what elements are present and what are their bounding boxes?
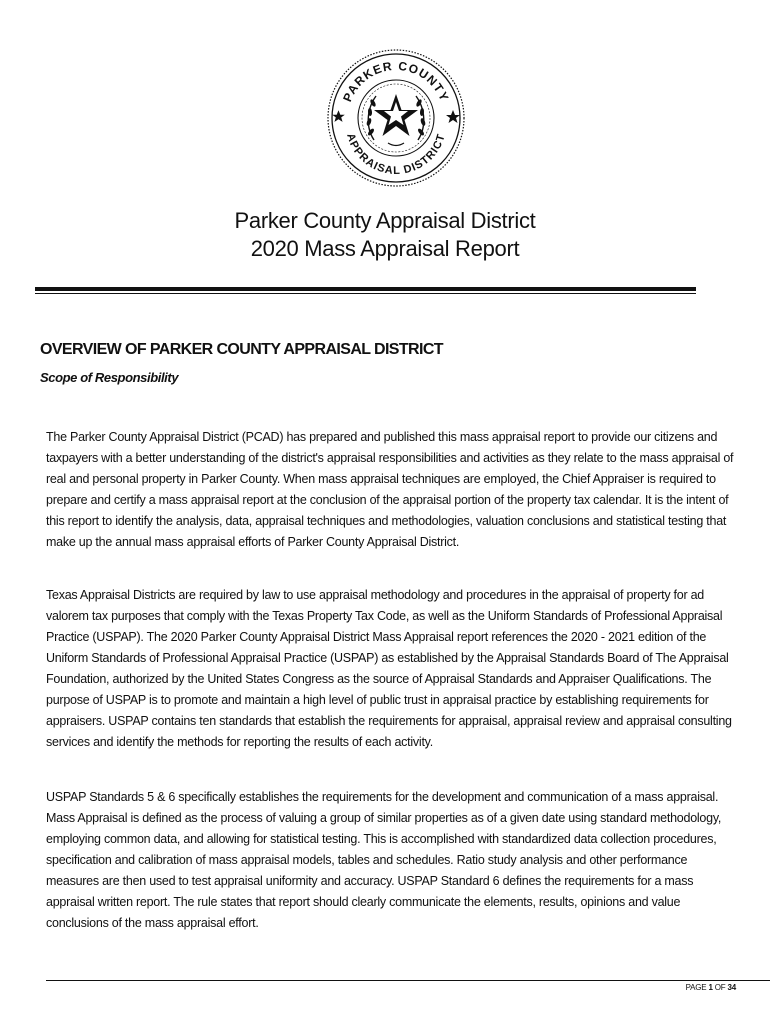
report-title-line1: Parker County Appraisal District xyxy=(234,208,536,233)
svg-text:APPRAISAL DISTRICT: APPRAISAL DISTRICT xyxy=(344,131,448,178)
page-footer xyxy=(686,983,736,992)
svg-text:PARKER COUNTY: PARKER COUNTY xyxy=(340,58,452,104)
footer-divider xyxy=(46,980,770,981)
page-label: PAGE xyxy=(685,983,707,992)
section-heading: OVERVIEW OF PARKER COUNTY APPRAISAL DISTRICT xyxy=(40,341,443,358)
county-seal-logo xyxy=(326,48,466,188)
page-number: 1 xyxy=(708,983,713,992)
title-divider-thick xyxy=(35,287,696,291)
title-divider-thin xyxy=(35,293,696,294)
paragraph-1: The Parker County Appraisal District (PCAD) has prepared and published this mass appraisal report to provide our citizens and taxpayers with a better understanding of the district's appraisal responsibilities and activities as they relate to the mass appraisal of real and personal property in Parker County. When mass appraisal techniques are employed, the Chief Appraiser is required to prepare and certify a mass appraisal report at the conclusion of the appraisal portion of the property tax calendar. It is the intent of this report to identify the analysis, data, appraisal techniques and methodologies, valuation conclusions and statistical testing that make up the annual mass appraisal efforts of Parker County Appraisal District. xyxy=(46,430,734,549)
paragraph-3: USPAP Standards 5 & 6 specifically establishes the requirements for the development and communication of a mass appraisal. Mass Appraisal is defined as the process of valuing a group of similar properties as of a given date using standard methodology, employing common data, and allowing for statistical testing. This is accomplished with standardized data collection procedures, specification and calibration of mass appraisal models, tables and schedules. Ratio study analysis and other performance measures are then used to test appraisal uniformity and accuracy. USPAP Standard 6 defines the requirements for a mass appraisal written report. The rule states that report should clearly communicate the elements, results, opinions and value conclusions of the mass appraisal effort. xyxy=(46,790,722,930)
section-subheading: Scope of Responsibility xyxy=(40,370,179,385)
paragraph-2: Texas Appraisal Districts are required by law to use appraisal methodology and procedures in the appraisal of property for ad valorem tax purposes that comply with the Texas Property Tax Code, as well as the Uniform Standards of Professional Appraisal Practice (USPAP). The 2020 Parker County Appraisal District Mass Appraisal report references the 2020 - 2021 edition of the Uniform Standards of Professional Appraisal Practice (USPAP) as established by the Appraisal Standards Board of The Appraisal Foundation, authorized by the United States Congress as the source of Appraisal Standards and Appraiser Qualifications. The purpose of USPAP is to promote and maintain a high level of public trust in appraisal practice by establishing requirements for appraisers. USPAP contains ten standards that establish the requirements for appraisal, appraisal review and appraisal consulting services and identify the methods for reporting the results of each activity. xyxy=(46,588,732,749)
report-title-line2: 2020 Mass Appraisal Report xyxy=(250,236,520,261)
total-pages: 34 xyxy=(727,983,736,992)
of-label: OF xyxy=(714,983,726,992)
